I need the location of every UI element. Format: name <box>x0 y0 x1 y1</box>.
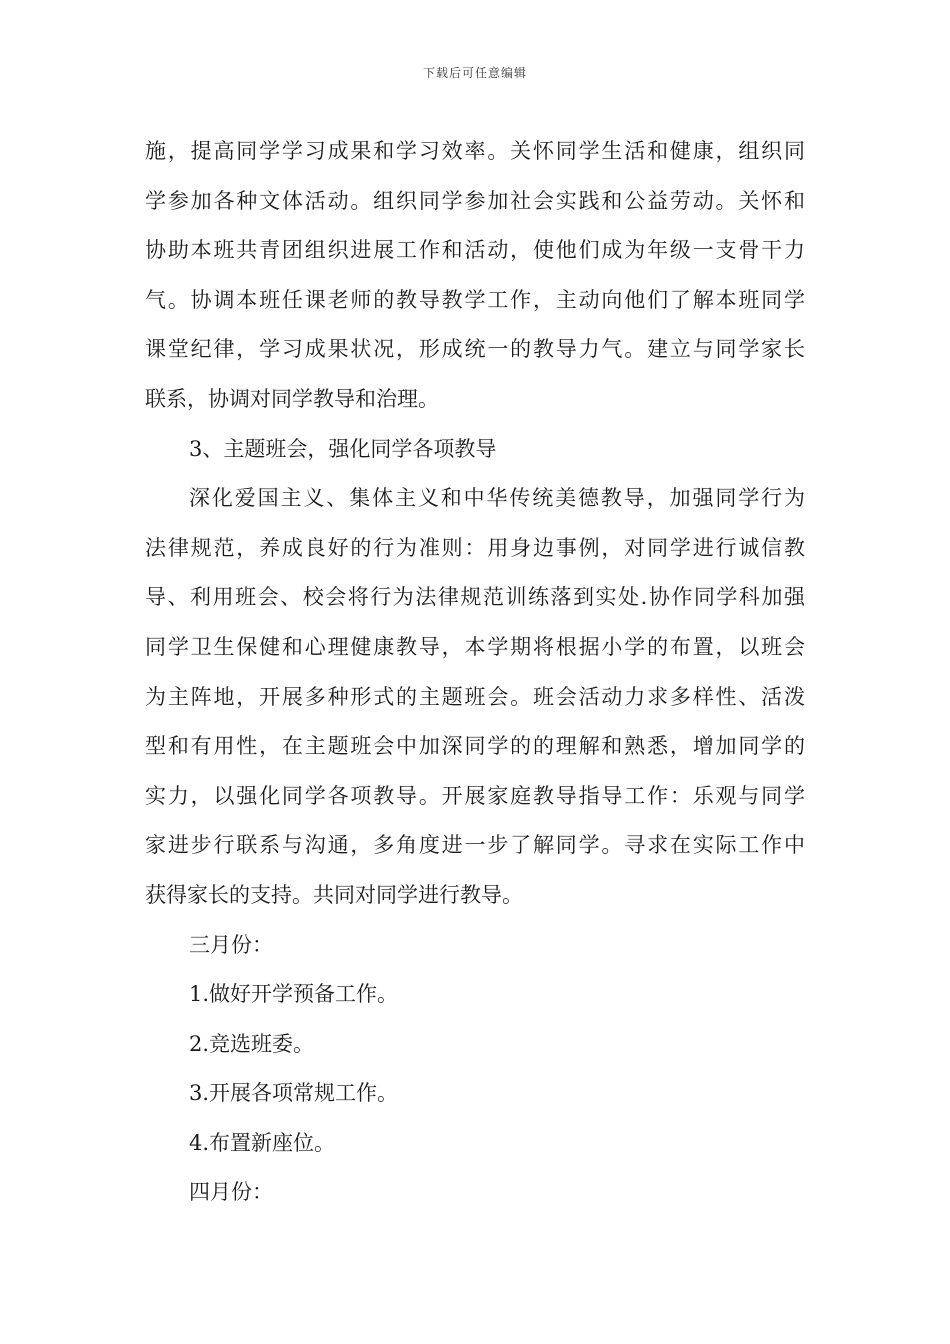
body-line: 导、利用班会、校会将行为法律规范训练落到实处.协作同学科加强 <box>145 585 805 610</box>
body-line: 协助本班共青团组织进展工作和活动，使他们成为年级一支骨干力 <box>145 238 805 263</box>
document-body <box>145 127 805 1218</box>
body-line: 型和有用性，在主题班会中加深同学的的理解和熟悉，增加同学的 <box>145 734 805 759</box>
body-line: 为主阵地，开展多种形式的主题班会。班会活动力求多样性、活泼 <box>145 684 805 709</box>
body-line: 实力，以强化同学各项教导。开展家庭教导指导工作：乐观与同学 <box>145 783 805 808</box>
list-item: 2.竞选班委。 <box>189 1031 315 1056</box>
body-line: 家进步行联系与沟通，多角度进一步了解同学。寻求在实际工作中 <box>145 833 805 858</box>
month-heading: 四月份： <box>189 1180 273 1205</box>
section-heading: 3、主题班会，强化同学各项教导 <box>189 436 497 461</box>
body-line: 法律规范，养成良好的行为准则：用身边事例，对同学进行诚信教 <box>145 535 805 560</box>
body-line: 深化爱国主义、集体主义和中华传统美德教导，加强同学行为 <box>189 486 805 511</box>
body-line: 课堂纪律，学习成果状况，形成统一的教导力气。建立与同学家长 <box>145 337 805 362</box>
body-line: 学参加各种文体活动。组织同学参加社会实践和公益劳动。关怀和 <box>145 188 805 213</box>
body-line: 施，提高同学学习成果和学习效率。关怀同学生活和健康，组织同 <box>145 139 805 163</box>
list-item: 1.做好开学预备工作。 <box>189 982 399 1007</box>
list-item: 4.布置新座位。 <box>189 1130 336 1155</box>
month-heading: 三月份： <box>189 932 273 957</box>
list-item: 3.开展各项常规工作。 <box>189 1081 399 1106</box>
body-line: 获得家长的支持。共同对同学进行教导。 <box>145 882 523 907</box>
body-line: 联系，协调对同学教导和治理。 <box>145 386 439 411</box>
body-line: 气。协调本班任课老师的教导教学工作，主动向他们了解本班同学 <box>145 287 805 312</box>
body-line: 同学卫生保健和心理健康教导，本学期将根据小学的布置，以班会 <box>145 634 805 659</box>
page-header: 下载后可任意编辑 <box>422 66 527 80</box>
